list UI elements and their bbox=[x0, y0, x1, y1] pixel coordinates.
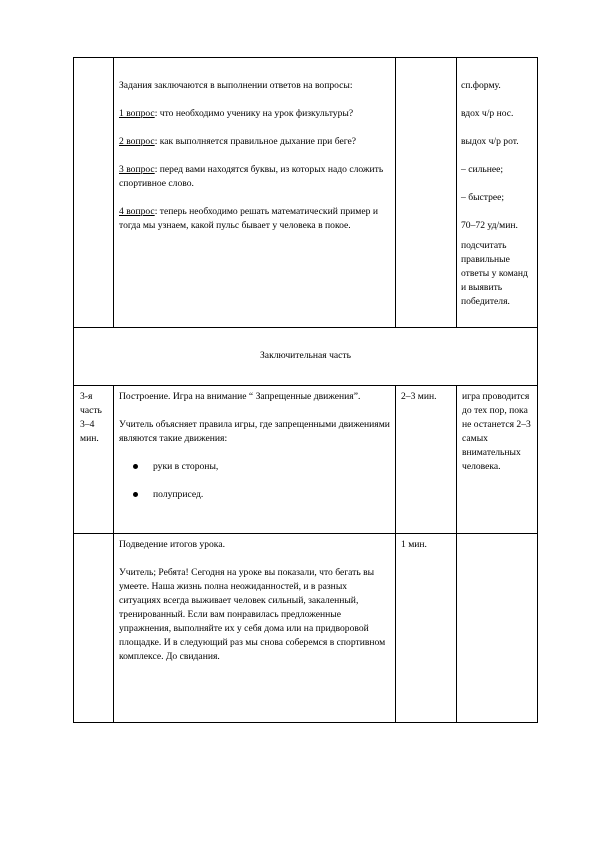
time-cell bbox=[396, 386, 457, 534]
part-cell bbox=[74, 386, 114, 534]
question-3 bbox=[119, 163, 389, 191]
section-cell bbox=[74, 328, 538, 386]
note-line: вдох ч/р нос. bbox=[461, 108, 514, 119]
table-row bbox=[74, 58, 538, 328]
question-text: : перед вами находятся буквы, из которых надо сложить спортивное слово. bbox=[119, 164, 384, 189]
table-row bbox=[74, 534, 538, 723]
content-cell bbox=[114, 58, 396, 328]
note-text: игра проводится до тех пор, пока не останется 2–3 самых внимательных человека. bbox=[462, 391, 531, 472]
note-line: – быстрее; bbox=[461, 192, 505, 203]
list-item bbox=[133, 488, 391, 502]
question-1 bbox=[119, 107, 389, 121]
question-2 bbox=[119, 135, 389, 149]
part-label: 3-я часть 3–4 мин. bbox=[80, 391, 102, 444]
note-line: – сильнее; bbox=[461, 164, 504, 175]
moves-list bbox=[119, 460, 391, 502]
lesson-plan-table bbox=[73, 57, 538, 723]
part-cell bbox=[74, 534, 114, 723]
note-line: 70–72 уд/мин. bbox=[461, 220, 518, 231]
part-cell bbox=[74, 58, 114, 328]
time-value: 1 мин. bbox=[401, 539, 427, 550]
notes-cell bbox=[457, 534, 538, 723]
question-text: : как выполняется правильное дыхание при беге? bbox=[154, 136, 357, 147]
note-line: выдох ч/р рот. bbox=[461, 136, 519, 147]
question-label: 1 вопрос bbox=[119, 108, 155, 119]
question-label: 2 вопрос bbox=[119, 136, 155, 147]
notes-cell bbox=[457, 58, 538, 328]
table-row bbox=[74, 386, 538, 534]
notes-cell bbox=[457, 386, 538, 534]
content-cell bbox=[114, 534, 396, 723]
move-text: полуприсед. bbox=[153, 489, 204, 500]
question-text: : что необходимо ученику на урок физкультуры? bbox=[154, 108, 354, 119]
time-cell bbox=[396, 534, 457, 723]
game-title: Построение. Игра на внимание “ Запрещенные движения”. bbox=[119, 391, 361, 402]
task-intro: Задания заключаются в выполнении ответов на вопросы: bbox=[119, 80, 353, 91]
question-4 bbox=[119, 205, 389, 233]
time-value: 2–3 мин. bbox=[401, 391, 437, 402]
note-line: подсчитать правильные ответы у команд и выявить победителя. bbox=[461, 240, 528, 307]
list-item bbox=[133, 460, 391, 474]
teacher-speech: Учитель; Ребята! Сегодня на уроке вы показали, что бегать вы умеете. Наша жизнь полна неожиданностей, и в разных ситуациях всегда выживает человек сильный, закаленный, тренированный. Если вам понравилась предложенные упражнения, выполняйте их у себя дома или на придворовой площадке. И в следующий раз мы снова соберемся в спортивном комплексе. До свидания. bbox=[119, 567, 386, 662]
bullet-icon bbox=[133, 464, 138, 469]
rules-text: Учитель объясняет правила игры, где запрещенными движениями являются такие движения: bbox=[119, 419, 390, 444]
move-text: руки в стороны, bbox=[153, 461, 219, 472]
time-cell bbox=[396, 58, 457, 328]
question-label: 3 вопрос bbox=[119, 164, 155, 175]
question-label: 4 вопрос bbox=[119, 206, 155, 217]
section-title: Заключительная часть bbox=[260, 350, 351, 361]
question-text: : теперь необходимо решать математический пример и тогда мы узнаем, какой пульс бывает у человека в покое. bbox=[119, 206, 378, 231]
content-cell bbox=[114, 386, 396, 534]
note-line: сп.форму. bbox=[461, 80, 501, 91]
summary-title: Подведение итогов урока. bbox=[119, 539, 225, 550]
table-row bbox=[74, 328, 538, 386]
bullet-icon bbox=[133, 492, 138, 497]
